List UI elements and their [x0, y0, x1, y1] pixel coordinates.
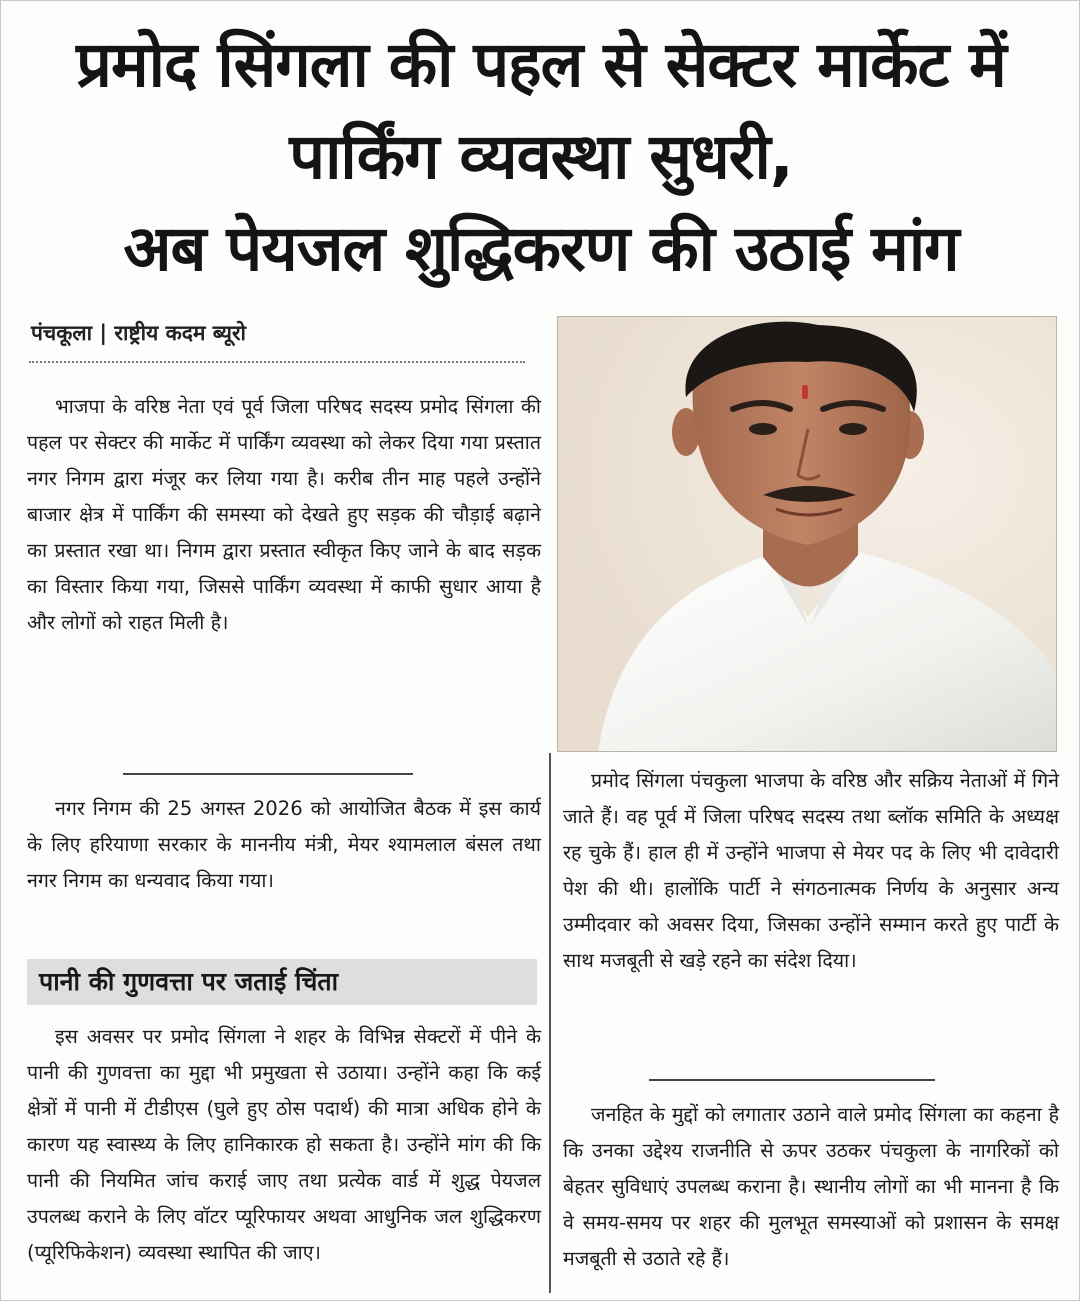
portrait-photo	[557, 316, 1057, 752]
column-divider	[549, 753, 551, 1293]
article-paragraph-5	[563, 1097, 1059, 1277]
portrait-illustration	[558, 317, 1057, 752]
headline-line-2: पार्किंग व्यवस्था सुधरी,	[289, 120, 793, 193]
paragraph-text: इस अवसर पर प्रमोद सिंगला ने शहर के विभिन्न सेक्टरों में पीने के पानी की गुणवत्ता का मुद्दा भी प्रमुखता से उठाया। उन्होंने कहा कि कई क्षेत्रों में पानी में टीडीएस (घुले हुए ठोस पदार्थ) की मात्रा अधिक होने के कारण यह स्वास्थ्य के लिए हानिकारक हो सकता है। उन्होंने मांग की कि पानी की नियमित जांच कराई जाए तथा प्रत्येक वार्ड में शुद्ध पेयजल उपलब्ध कराने के लिए वॉटर प्यूरिफायर अथवा आधुनिक जल शुद्धिकरण (प्यूरिफिकेशन) व्यवस्था स्थापित की जाए।	[27, 1025, 541, 1264]
article-paragraph-1	[27, 389, 541, 641]
headline-line-3: अब पेयजल शुद्धिकरण की उठाई मांग	[123, 212, 959, 285]
headline-line-1: प्रमोद सिंगला की पहल से सेक्टर मार्केट में	[76, 28, 1006, 101]
dateline: पंचकूला | राष्ट्रीय कदम ब्यूरो	[31, 321, 246, 345]
subheading: पानी की गुणवत्ता पर जताई चिंता	[27, 959, 537, 1005]
headline	[11, 19, 1071, 295]
paragraph-text: जनहित के मुद्दों को लगातार उठाने वाले प्रमोद सिंगला का कहना है कि उनका उद्देश्य राजनीति से ऊपर उठकर पंचकुला के नागरिकों को बेहतर सुविधाएं उपलब्ध कराना है। स्थानीय लोगों का भी मानना है कि वे समय-समय पर शहर की मुलभूत समस्याओं को प्रशासन के समक्ष मजबूती से उठाते रहे हैं।	[563, 1103, 1059, 1270]
article-paragraph-2	[27, 791, 541, 899]
article-paragraph-3	[27, 1019, 541, 1271]
paragraph-text: नगर निगम की 25 अगस्त 2026 को आयोजित बैठक में इस कार्य के लिए हरियाणा सरकार के माननीय मंत्री, मेयर श्यामलाल बंसल तथा नगर निगम का धन्यवाद किया गया।	[27, 797, 541, 892]
paragraph-text: प्रमोद सिंगला पंचकुला भाजपा के वरिष्ठ और सक्रिय नेताओं में गिने जाते हैं। वह पूर्व में जिला परिषद सदस्य तथा ब्लॉक समिति के अध्यक्ष रह चुके हैं। हाल ही में उन्होंने भाजपा से मेयर पद के लिए भी दावेदारी पेश की थी। हालोंकि पार्टी ने संगठनात्मक निर्णय के अनुसार अन्य उम्मीदवार को अवसर दिया, जिसका उन्होंने सम्मान करते हुए पार्टी के साथ मजबूती से खड़े रहने का संदेश दिया।	[563, 769, 1059, 972]
dateline-divider	[29, 361, 525, 363]
paragraph-text: भाजपा के वरिष्ठ नेता एवं पूर्व जिला परिषद सदस्य प्रमोद सिंगला की पहल पर सेक्टर की मार्केट में पार्किंग व्यवस्था को लेकर दिया गया प्रस्तात नगर निगम द्वारा मंजूर कर लिया गया है। करीब तीन माह पहले उन्होंने बाजार क्षेत्र में पार्किंग की समस्या को देखते हुए सड़क की चौड़ाई बढ़ाने का प्रस्तात रखा था। निगम द्वारा प्रस्तात स्वीकृत किए जाने के बाद सड़क का विस्तार किया गया, जिससे पार्किंग व्यवस्था में काफी सुधार आया है और लोगों को राहत मिली है।	[27, 395, 541, 634]
section-divider	[123, 773, 413, 775]
section-divider	[649, 1079, 935, 1081]
article-paragraph-4	[563, 763, 1059, 979]
